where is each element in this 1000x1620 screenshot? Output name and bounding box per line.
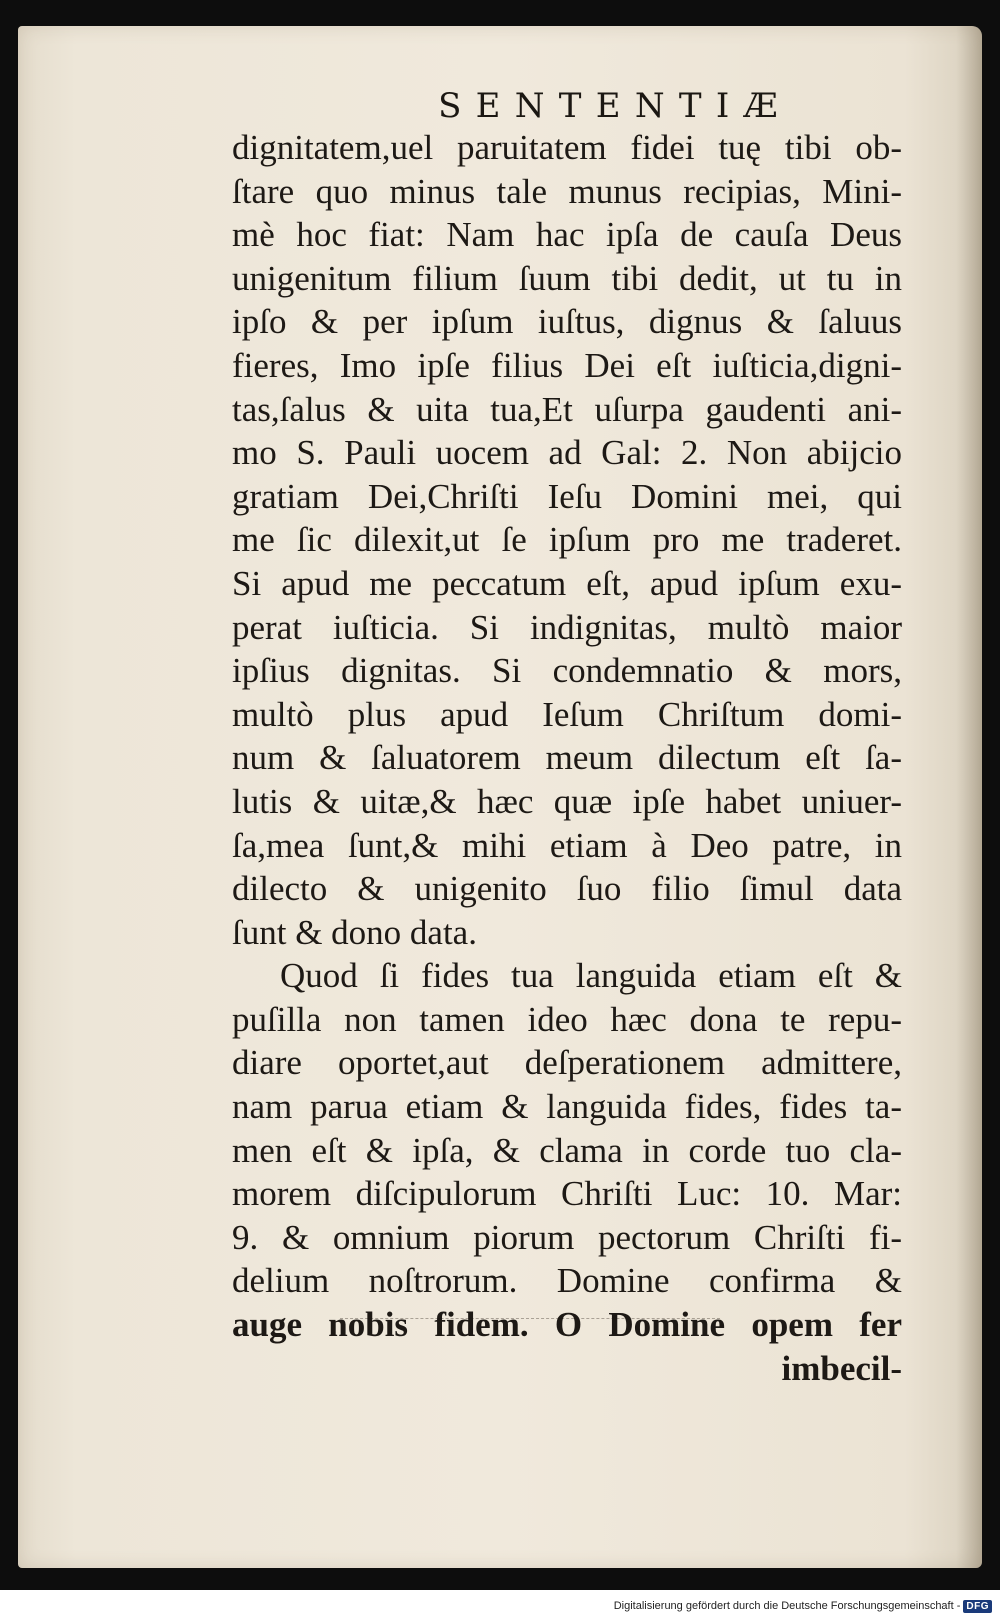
text-line: Si apud me peccatum eſt, apud ipſum exu- bbox=[232, 563, 902, 603]
digitization-credit bbox=[614, 1597, 992, 1615]
text-line: ſunt & dono data. bbox=[232, 912, 477, 952]
text-line: tas,ſalus & uita tua,Et uſurpa gaudenti ani- bbox=[232, 389, 902, 429]
page-edge-shadow bbox=[956, 26, 982, 1568]
text-line: ſa,mea ſunt,& mihi etiam à Deo patre, in bbox=[232, 825, 902, 865]
text-line: me ſic dilexit,ut ſe ipſum pro me traderet. bbox=[232, 520, 902, 560]
text-line: delium noſtrorum. Domine confirma & bbox=[232, 1261, 902, 1301]
catchword: imbecil- bbox=[781, 1348, 902, 1388]
text-line: mè hoc fiat: Nam hac ipſa de cauſa Deus bbox=[232, 215, 902, 255]
text-line: nam parua etiam & languida fides, fides ta- bbox=[232, 1087, 902, 1127]
credit-text: Digitalisierung gefördert durch die Deutsche Forschungsgemeinschaft - bbox=[613, 1600, 961, 1612]
body-text bbox=[232, 126, 902, 1390]
text-line: men eſt & ipſa, & clama in corde tuo cla- bbox=[232, 1130, 902, 1170]
text-line: morem diſcipulorum Chriſti Luc: 10. Mar: bbox=[232, 1174, 902, 1214]
text-line: multò plus apud Ieſum Chriſtum domi- bbox=[232, 694, 902, 734]
text-line: auge nobis fidem. O Domine opem fer bbox=[232, 1305, 902, 1345]
paragraph-first-line: Quod ſi fides tua languida etiam eſt & bbox=[280, 956, 902, 996]
text-line: dilecto & unigenito ſuo filio ſimul data bbox=[232, 869, 902, 909]
text-line: perat iuſticia. Si indignitas, multò maior bbox=[232, 607, 902, 647]
text-line: dignitatem,uel paruitatem fidei tuę tibi ob- bbox=[232, 128, 902, 167]
text-line: num & ſaluatorem meum dilectum eſt ſa- bbox=[232, 738, 902, 778]
text-line: diare oportet,aut deſperationem admittere, bbox=[232, 1043, 902, 1083]
text-line: unigenitum filium ſuum tibi dedit, ut tu in bbox=[232, 258, 902, 298]
text-line: puſilla non tamen ideo hæc dona te repu- bbox=[232, 999, 902, 1039]
text-line: lutis & uitæ,& hæc quæ ipſe habet uniuer- bbox=[232, 781, 902, 821]
text-line: gratiam Dei,Chriſti Ieſu Domini mei, qui bbox=[232, 476, 902, 516]
text-line: fieres, Imo ipſe filius Dei eſt iuſticia,digni- bbox=[232, 345, 902, 385]
text-line: mo S. Pauli uocem ad Gal: 2. Non abijcio bbox=[232, 433, 902, 473]
dfg-logo: DFG bbox=[963, 1600, 992, 1613]
text-line: ſtare quo minus tale munus recipias, Mini- bbox=[232, 171, 902, 211]
text-line: ipſo & per ipſum iuſtus, dignus & ſaluus bbox=[232, 302, 902, 342]
text-line: 9. & omnium piorum pectorum Chriſti fi- bbox=[232, 1217, 902, 1257]
running-head: SENTENTIÆ bbox=[438, 86, 792, 126]
text-line: ipſius dignitas. Si condemnatio & mors, bbox=[232, 651, 902, 691]
